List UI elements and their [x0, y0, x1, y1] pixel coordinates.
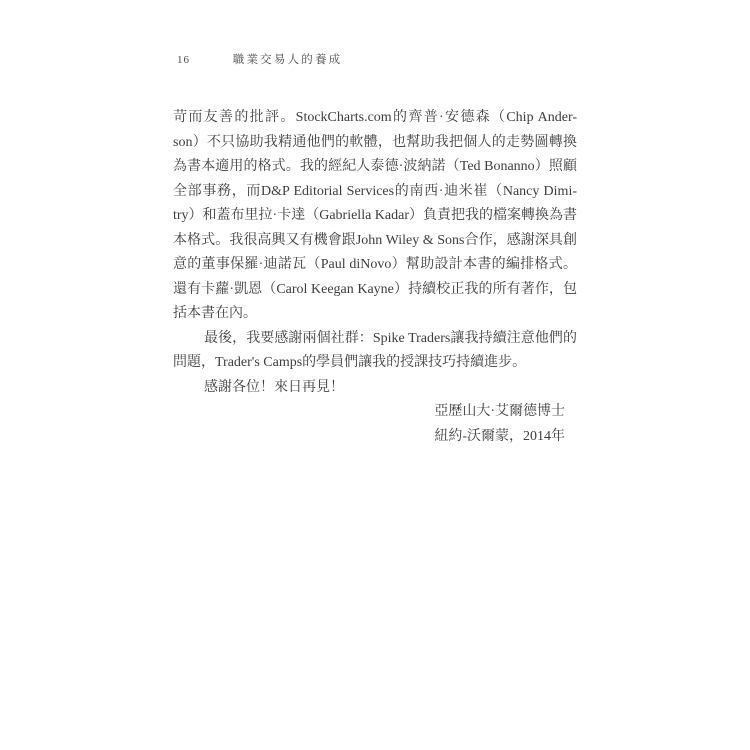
body-line: 苛而友善的批評。StockCharts.com的齊普·安德森（Chip Ander- [173, 110, 577, 125]
page-number: 16 [177, 54, 190, 66]
body-line: 括本書在內。 [173, 306, 257, 321]
body-line: 為書本適用的格式。我的經紀人泰德·波納諾（Ted Bonanno）照顧 [173, 159, 577, 174]
book-title: 職業交易人的養成 [232, 54, 343, 66]
body-line: son）不只協助我精通他們的軟體，也幫助我把個人的走勢圖轉換 [173, 134, 577, 150]
signature-place-date: 紐約-沃爾蒙，2014年 [434, 428, 565, 444]
paragraph-acknowledgements [173, 106, 577, 327]
paragraph-farewell [173, 376, 577, 401]
signature-author: 亞歷山大·艾爾德博士 [434, 404, 565, 419]
body-line: try）和蓋布里拉·卡達（Gabriella Kadar）負責把我的檔案轉換為書 [173, 208, 577, 223]
body-line: 感謝各位！來日再見！ [204, 379, 344, 395]
body-line: 意的董事保羅·迪諾瓦（Paul diNovo）幫助設計本書的編排格式。 [173, 257, 577, 272]
signature-block [173, 400, 577, 449]
paragraph-communities [173, 327, 577, 376]
body-line: 最後，我要感謝兩個社群：Spike Traders讓我持續注意他們的 [204, 330, 577, 346]
body-line: 全部事務，而D&P Editorial Services的南西·迪米崔（Nancy Dimi- [173, 183, 577, 199]
running-head [177, 51, 342, 67]
body-line: 問題，Trader's Camps的學員們讓我的授課技巧持續進步。 [173, 355, 527, 370]
body-line: 本格式。我很高興又有機會跟John Wiley & Sons合作，感謝深具創 [173, 232, 577, 248]
body-line: 還有卡蘿·凱恩（Carol Keegan Kayne）持續校正我的所有著作，包 [173, 281, 577, 297]
page-body [173, 106, 577, 449]
